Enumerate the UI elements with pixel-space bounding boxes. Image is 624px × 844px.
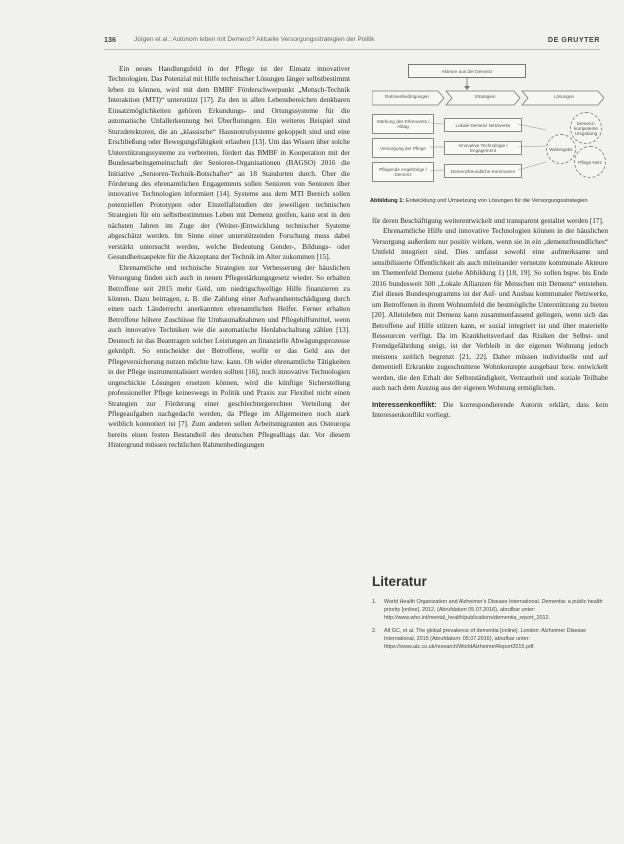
figure-left-box: Versorgung der Pflege — [372, 138, 434, 158]
figure-caption-text: Entwicklung und Umsetzung von Lösungen für die Versorgungsstrategien — [405, 198, 588, 204]
body-paragraph: Ehrenamtliche und technische Strategien zur Verbesserung der häuslichen Versorgung finden sich auch in neuen Pflegestärkungsgesetz wieder. So erhalten Betroffene seit 2015 mehr Geld, um niedrigschwellige Hilfe finanzieren zu können. Dazu beitragen, z. B. die Zahlung einer Aufwandsentschädigung durch einen nach Länderrecht anerkannten ehrenamtlichen Helfer. Ferner erhalten Betroffene höhere Zuschüsse für Umbaumaßnahmen und Pflegehilfsmittel, wenn auch innovative Techniken wie die automatische Herdabschaltung zählen [13]. Dennoch ist das Beantragen solcher Leistungen an finanzielle Abwägungsprozesse geknüpft. So entscheidet der Betroffene, wofür er das Geld aus der Pflegeversicherung nutzen möchte bzw. kann. Ob wider ehrenamtliche Tätigkeiten in der Pflege instrumentalisiert werden sollten [16], noch innovative Technologien ungeschickte Lösungen ersetzen können, wird die künftige Sicherstellung professioneller Pflege keineswegs in Politik und Praxis zur Flexibel nicht einen Strategien zur Förderung einer geschlechtergerechten Verteilung der Pflegeaufgaben nachgedacht werden, da Pflege im Allgemeinen noch stark weiblich konnotiert ist [7]. Zum anderen sollen Arbeitsmigranten aus Osteuropa bereits einen festen Bestandteil des deutschen Pflegealltags dar. Vor diesem Hintergrund müssen rechtlichen Rahmenbedingungen — [108, 263, 350, 450]
figure-outcome-circle: Demenz-kompetente Umgebung — [570, 112, 602, 144]
running-header — [104, 34, 600, 48]
chevron-label: Strategien — [474, 94, 496, 99]
figure-middle-box: Innovative Technologie / Engagement — [444, 141, 522, 155]
reference-list — [372, 598, 608, 655]
coi-label: Interessenkonflikt: — [372, 399, 437, 409]
conflict-of-interest — [372, 400, 608, 421]
figure-middle-box: Demenzfreundliche Kommunen — [444, 164, 522, 178]
running-title: Jürgen et al.: Autonom leben mit Demenz? Aktuelle Versorgungsstrategien der Politik — [134, 36, 375, 43]
chevron-label: Lösungen — [553, 94, 575, 99]
reference-number: 1. — [372, 599, 377, 605]
body-paragraph: Ein neues Handlungsfeld in der Pflege ist der Einsatz innovativer Technologien. Das Potenzial mit Hilfe technischer Lösungen länger selbstbestimmt leben zu können, wird mit dem BMBF Förderschwerpunkt „Mensch-Technik Interaktion (MTI)“ unterstützt [17]. Zu den in allen Lebensbereichen denkbaren Einsatzmöglichkeiten gehören Erkundungs- und Ortungssysteme für die automatische Unfallerkennung bei Überflutungen. Ein weiteres Beispiel sind Sturzdetektoren, die an „klassische“ Hausnotrufsysteme gekoppelt sind und eine Erschließung oder Bewegungsfähigkeit erlauben [13]. Um das Wissen über solche Unterstützungssysteme zu verbreiten, fördert das BMBF in Kooperation mit der Bundesarbeitsgemeinschaft der Senioren-Organisationen (BAGSO) 2016 die Initiative „Senioren-Technik-Botschafter“ an 18 Standorten durch. Über die Förderung des ehrenamtlichen Engagements sollen Senioren von Senioren über innovative Technologien informiert [14]. Systeme aus dem MTI Bereich sollen potenziellen Prototypen oder Einzelfallstudien der jeweiligen technischen Strategien für ein selbstbestimmtes Leben mit Demenz greifen, kann erst in den nächsten Jahren im Zuge der (Weiter-)Entwicklung technischer Systeme abgeschätzt werden. Im Sinne einer unterstützenden Forschung muss dabei verstärkt untersucht werden, welche Bedeutung Gender-, Bildungs- oder Gesundheitsaspekte für die Akzeptanz der Technik im Alter zukommen [15]. — [108, 65, 350, 262]
publisher-name: DE GRUYTER — [547, 35, 600, 44]
chevron-label: Rahmenbedingungen — [385, 94, 429, 99]
literature-heading: Literatur — [372, 574, 427, 589]
figure-middle-box: Lokale Demenz Netzwerke — [444, 118, 522, 132]
reference-text: Alt GC, et al. The global prevalence of dementia [online]. London: Alzheimer Disease International, 2015 (Abrufdatum: 05.07.2016), abrufbar unter: https://www.alz.co.uk/research/WorldAlzheimerReport2015.pdf. — [384, 627, 587, 651]
body-paragraph: für deren Beschäftigung weiterentwickelt und transparent gestaltet werden [17]. — [372, 217, 604, 225]
figure-outcome-circle: Weitergabe — [546, 134, 576, 164]
coi-text: Die korrespondierende Autorin erklärt, dass kein Interessenkonflikt vorliegt. — [372, 400, 608, 420]
reference-item — [372, 627, 608, 652]
header-rule — [104, 49, 600, 50]
figure-diagram — [370, 64, 606, 204]
figure-left-box: Stärkung des Ehrenamts / Alltag — [372, 114, 434, 134]
reference-item — [372, 598, 608, 623]
figure-caption-label: Abbildung 1: — [370, 198, 405, 204]
reference-number: 2. — [372, 627, 377, 634]
reference-text: World Health Organization and Alzheimer's Disease International. Dementia: a public health priority [online]. 2012, (Abrufdatum 05.07.2016), abrufbar unter: http://www.who.int/mental_health/publications/dementia_report_2012. — [384, 599, 603, 622]
figure-top-box: Akteure aus der Demenz — [408, 64, 526, 78]
figure-left-box: Pflegende Angehörige / Demenz — [372, 162, 434, 182]
figure-outcome-circle: Pflege Netz — [574, 146, 606, 178]
figure-caption — [370, 198, 606, 206]
right-text-column — [372, 216, 608, 421]
left-text-column — [108, 64, 350, 451]
body-paragraph: Ehrenamtliche Hilfe und innovative Technologien können in der häuslichen Versorgung außerdem nur positiv wirken, wenn sie in ein „demenzfreundliches“ Umfeld integriert sind. Dies umfasst sowohl eine aufmerksame und sensibilisierte Öffentlichkeit als auch miteinander vernetzte kommunale Akteure im Themenfeld Demenz (siehe Abbildung 1) [18, 19]. So sollen bspw. bis Ende 2016 bundesweit 500 „Lokale Allianzen für Menschen mit Demenz“ entstehen. Ziel dieses Bundesprogramms ist der Auf- und Ausbau kommunaler Netzwerke, um Betroffenen in ihrem Wohnumfeld die bestmögliche Unterstützung zu bieten [20]. Alleinleben mit Demenz kann zusammenfassend gelingen, wenn sich das Betroffene auf Hilfe stützen kann, er sozial integriert ist und über materielle Ressourcen verfügt. Da im Krankheitsverlauf das Risiken der Selbst- und Fremdgefährdung steigt, ist der Verbleib in der eigenen Wohnung jedoch meistens zeitlich begrenzt [21, 22]. Daher müssen individuelle und auf dementiell Erkrankte zugeschnittene Wohnkonzepte ausgebaut bzw. entwickelt werden, die den Erhalt der Selbstständigkeit, Vertrautheit und soziale Teilhabe auch nach dem Auszug aus der eigenen Wohnung ermöglichen. — [372, 227, 608, 393]
page-number: 136 — [104, 35, 116, 44]
